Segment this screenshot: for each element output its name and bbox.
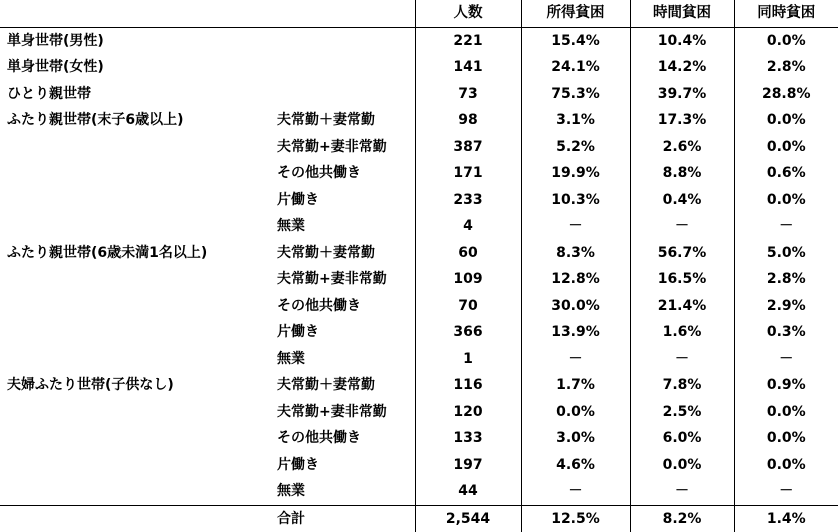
- subgroup-label: [270, 81, 415, 108]
- table-row: [0, 372, 838, 399]
- table-row: [0, 27, 838, 54]
- time-poverty-cell: 2.5%: [630, 399, 734, 426]
- time-poverty-cell: 7.8%: [630, 372, 734, 399]
- income-poverty-cell: 3.1%: [521, 107, 630, 134]
- count-cell: 233: [415, 187, 521, 214]
- time-poverty-cell: 2.6%: [630, 134, 734, 161]
- count-cell: 197: [415, 452, 521, 479]
- group-label: ふたり親世帯(6歳未満1名以上): [7, 244, 208, 261]
- table-row: [0, 425, 838, 452]
- dual-poverty-cell: 0.0%: [734, 107, 838, 134]
- time-poverty-cell: 10.4%: [630, 27, 734, 54]
- table-header-row: [0, 0, 838, 27]
- dual-poverty-cell: 0.0%: [734, 187, 838, 214]
- total-time-poverty: 8.2%: [630, 505, 734, 532]
- subgroup-label: その他共働き: [277, 297, 361, 314]
- dual-poverty-cell: 0.0%: [734, 399, 838, 426]
- total-dual-poverty: 1.4%: [734, 505, 838, 532]
- subgroup-label: [270, 54, 415, 81]
- time-poverty-cell: 39.7%: [630, 81, 734, 108]
- header-dual-poverty: 同時貧困: [734, 0, 838, 27]
- count-cell: 98: [415, 107, 521, 134]
- income-poverty-cell: 24.1%: [521, 54, 630, 81]
- time-poverty-cell: 21.4%: [630, 293, 734, 320]
- count-cell: 44: [415, 478, 521, 505]
- count-cell: 366: [415, 319, 521, 346]
- header-blank: [0, 0, 270, 27]
- dual-poverty-cell: 0.6%: [734, 160, 838, 187]
- income-poverty-cell: 4.6%: [521, 452, 630, 479]
- group-label: [0, 346, 270, 373]
- table-row: [0, 293, 838, 320]
- count-cell: 120: [415, 399, 521, 426]
- count-cell: 60: [415, 240, 521, 267]
- dual-poverty-cell: 0.0%: [734, 134, 838, 161]
- group-label: [0, 478, 270, 505]
- income-poverty-cell: －: [521, 346, 630, 373]
- dual-poverty-cell: 5.0%: [734, 240, 838, 267]
- table-row: [0, 240, 838, 267]
- group-label: [0, 399, 270, 426]
- table-row: [0, 134, 838, 161]
- subgroup-label: 無業: [277, 483, 305, 500]
- time-poverty-cell: 17.3%: [630, 107, 734, 134]
- table-row: [0, 478, 838, 505]
- total-income-poverty: 12.5%: [521, 505, 630, 532]
- total-label: 合計: [270, 505, 415, 532]
- table-row: [0, 266, 838, 293]
- group-label: 単身世帯(男性): [7, 32, 104, 49]
- income-poverty-cell: 75.3%: [521, 81, 630, 108]
- header-income-poverty: 所得貧困: [521, 0, 630, 27]
- income-poverty-cell: 5.2%: [521, 134, 630, 161]
- subgroup-label: 夫常勤+妻非常勤: [277, 403, 387, 420]
- income-poverty-cell: 1.7%: [521, 372, 630, 399]
- table-row: [0, 399, 838, 426]
- group-label: [0, 425, 270, 452]
- subgroup-label: 夫常勤+妻非常勤: [277, 271, 387, 288]
- income-poverty-cell: 30.0%: [521, 293, 630, 320]
- subgroup-label: その他共働き: [277, 430, 361, 447]
- income-poverty-cell: 15.4%: [521, 27, 630, 54]
- time-poverty-cell: 6.0%: [630, 425, 734, 452]
- count-cell: 221: [415, 27, 521, 54]
- subgroup-label: 無業: [277, 350, 305, 367]
- count-cell: 70: [415, 293, 521, 320]
- table-row: [0, 319, 838, 346]
- time-poverty-cell: 1.6%: [630, 319, 734, 346]
- table-row: [0, 187, 838, 214]
- count-cell: 387: [415, 134, 521, 161]
- dual-poverty-cell: 0.9%: [734, 372, 838, 399]
- group-label: [0, 293, 270, 320]
- income-poverty-cell: －: [521, 213, 630, 240]
- table-row: [0, 54, 838, 81]
- count-cell: 73: [415, 81, 521, 108]
- time-poverty-cell: 14.2%: [630, 54, 734, 81]
- dual-poverty-cell: －: [734, 213, 838, 240]
- count-cell: 133: [415, 425, 521, 452]
- dual-poverty-cell: 2.8%: [734, 54, 838, 81]
- subgroup-label: 夫常勤＋妻常勤: [277, 112, 375, 129]
- table-row: [0, 107, 838, 134]
- income-poverty-cell: 13.9%: [521, 319, 630, 346]
- subgroup-label: 片働き: [277, 191, 319, 208]
- income-poverty-cell: 10.3%: [521, 187, 630, 214]
- time-poverty-cell: －: [630, 478, 734, 505]
- dual-poverty-cell: 0.3%: [734, 319, 838, 346]
- income-poverty-cell: 0.0%: [521, 399, 630, 426]
- subgroup-label: 夫常勤＋妻常勤: [277, 244, 375, 261]
- income-poverty-cell: 12.8%: [521, 266, 630, 293]
- total-count: 2,544: [415, 505, 521, 532]
- time-poverty-cell: 0.0%: [630, 452, 734, 479]
- subgroup-label: 無業: [277, 218, 305, 235]
- table-row: [0, 81, 838, 108]
- group-label: [0, 266, 270, 293]
- income-poverty-cell: 19.9%: [521, 160, 630, 187]
- table-row: [0, 213, 838, 240]
- table-row: [0, 346, 838, 373]
- count-cell: 171: [415, 160, 521, 187]
- group-label: 夫婦ふたり世帯(子供なし): [7, 377, 174, 394]
- subgroup-label: 片働き: [277, 456, 319, 473]
- dual-poverty-cell: 0.0%: [734, 425, 838, 452]
- subgroup-label: 夫常勤+妻非常勤: [277, 138, 387, 155]
- count-cell: 1: [415, 346, 521, 373]
- group-label: ひとり親世帯: [7, 85, 91, 102]
- time-poverty-cell: －: [630, 213, 734, 240]
- header-time-poverty: 時間貧困: [630, 0, 734, 27]
- income-poverty-cell: 3.0%: [521, 425, 630, 452]
- subgroup-label: 片働き: [277, 324, 319, 341]
- income-poverty-cell: 8.3%: [521, 240, 630, 267]
- count-cell: 109: [415, 266, 521, 293]
- subgroup-label: その他共働き: [277, 165, 361, 182]
- income-poverty-cell: －: [521, 478, 630, 505]
- time-poverty-cell: 56.7%: [630, 240, 734, 267]
- table-row: [0, 160, 838, 187]
- group-label: [0, 134, 270, 161]
- group-label: [0, 319, 270, 346]
- table-row: [0, 452, 838, 479]
- dual-poverty-cell: 2.8%: [734, 266, 838, 293]
- dual-poverty-cell: －: [734, 478, 838, 505]
- header-blank-sub: [270, 0, 415, 27]
- dual-poverty-cell: 28.8%: [734, 81, 838, 108]
- dual-poverty-cell: 2.9%: [734, 293, 838, 320]
- subgroup-label: 夫常勤＋妻常勤: [277, 377, 375, 394]
- time-poverty-cell: 16.5%: [630, 266, 734, 293]
- subgroup-label: [270, 27, 415, 54]
- time-poverty-cell: 0.4%: [630, 187, 734, 214]
- count-cell: 141: [415, 54, 521, 81]
- group-label: [0, 187, 270, 214]
- group-label: 単身世帯(女性): [7, 59, 104, 76]
- group-label: ふたり親世帯(末子6歳以上): [7, 112, 184, 129]
- count-cell: 4: [415, 213, 521, 240]
- group-label: [0, 160, 270, 187]
- count-cell: 116: [415, 372, 521, 399]
- dual-poverty-cell: 0.0%: [734, 27, 838, 54]
- time-poverty-cell: －: [630, 346, 734, 373]
- dual-poverty-cell: 0.0%: [734, 452, 838, 479]
- total-row: [0, 505, 838, 532]
- time-poverty-cell: 8.8%: [630, 160, 734, 187]
- table-body: [0, 27, 838, 505]
- total-blank: [0, 505, 270, 532]
- header-count: 人数: [415, 0, 521, 27]
- dual-poverty-cell: －: [734, 346, 838, 373]
- group-label: [0, 213, 270, 240]
- group-label: [0, 452, 270, 479]
